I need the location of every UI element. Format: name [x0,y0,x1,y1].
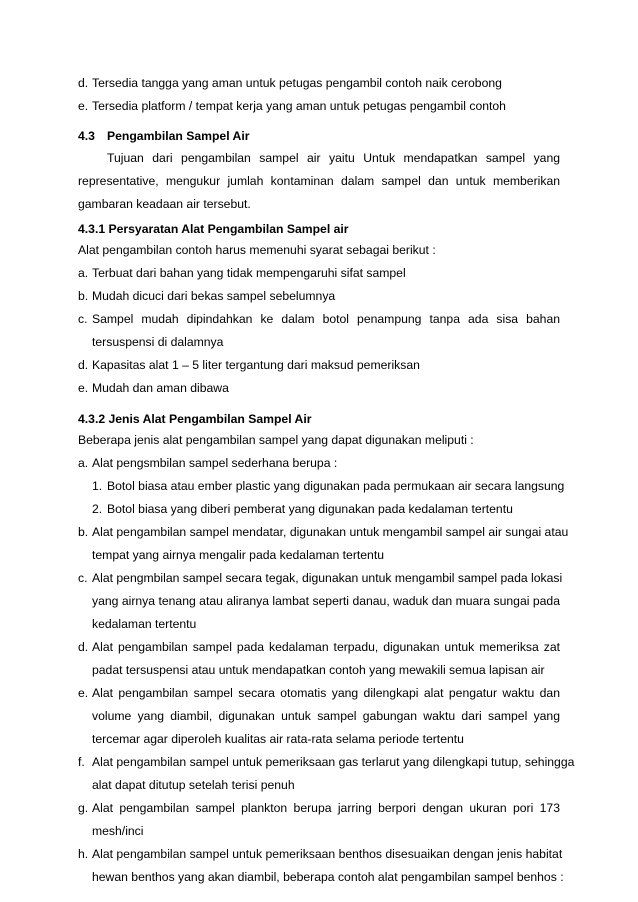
list-marker: a. [78,456,89,470]
list-marker: b. [78,525,89,539]
list-marker: c. [78,312,88,326]
list-text: Botol biasa yang diberi pemberat yang digunakan pada kedalaman tertentu [107,502,513,516]
list-marker: e. [78,686,89,700]
list-marker: d. [78,358,89,372]
list-marker: 1. [92,479,103,493]
list-text: tersuspensi di dalamnya [92,335,224,349]
list-marker: c. [78,571,88,585]
list-text: volume yang diambil, digunakan untuk sampel gabungan waktu dari sampel yang [92,709,560,723]
list-text: Alat pengambilan sampel mendatar, digunakan untuk mengambil sampel air sungai atau [92,525,569,539]
list-text: tercemar agar diperoleh kualitas air rata-rata selama periode tertentu [92,732,464,746]
list-marker: b. [78,289,89,303]
section-heading-4-3-2: 4.3.2 Jenis Alat Pengambilan Sampel Air [78,412,312,426]
list-text: Mudah dicuci dari bekas sampel sebelumnya [92,289,336,303]
list-marker: f. [78,755,85,769]
list-text: mesh/inci [92,824,144,838]
list-text: alat dapat ditutup setelah terisi penuh [92,778,295,792]
paragraph-line: gambaran keadaan air tersebut. [78,197,251,211]
paragraph-line: Tujuan dari pengambilan sampel air yaitu Untuk mendapatkan sampel yang [107,151,560,165]
list-text: Alat pengsmbilan sampel sederhana berupa : [92,456,338,470]
list-text: Tersedia platform / tempat kerja yang aman untuk petugas pengambil contoh [92,99,506,113]
list-marker: e. [78,99,89,113]
list-marker: d. [78,76,89,90]
list-text: kedalaman tertentu [92,617,197,631]
list-text: Alat pengambilan sampel pada kedalaman terpadu, digunakan untuk memeriksa zat [92,640,560,654]
list-text: Alat pengmbilan sampel secara tegak, digunakan untuk mengambil sampel pada lokasi [92,571,563,585]
list-text: Alat pengambilan sampel secara otomatis yang dilengkapi alat pengatur waktu dan [92,686,560,700]
list-text: hewan benthos yang akan diambil, beberapa contoh alat pengambilan sampel benhos : [92,870,564,884]
list-text: yang airnya tenang atau aliranya lambat seperti danau, waduk dan muara sungai pada [92,594,560,608]
list-text: padat tersuspensi atau untuk mendapatkan contoh yang mewakili semua lapisan air [92,663,545,677]
paragraph-line: representative, mengukur jumlah kontaminan dalam sampel dan untuk memberikan [78,174,560,188]
list-text: Sampel mudah dipindahkan ke dalam botol penampung tanpa ada sisa bahan [92,312,560,326]
list-text: Alat pengambilan sampel plankton berupa jarring berpori dengan ukuran pori 173 [92,801,560,815]
list-marker: g. [78,801,89,815]
list-text: Alat pengambilan sampel untuk pemeriksaan benthos disesuaikan dengan jenis habitat [92,847,563,861]
list-marker: d. [78,640,89,654]
list-marker: h. [78,847,89,861]
section-title: Pengambilan Sampel Air [107,129,250,143]
list-text: Tersedia tangga yang aman untuk petugas pengambil contoh naik cerobong [92,76,502,90]
section-heading-4-3-1: 4.3.1 Persyaratan Alat Pengambilan Sampel air [78,222,349,236]
section-number: 4.3 [78,129,95,143]
list-text: Botol biasa atau ember plastic yang digunakan pada permukaan air secara langsung [107,479,565,493]
list-marker: 2. [92,502,103,516]
list-text: Alat pengambilan sampel untuk pemeriksaan gas terlarut yang dilengkapi tutup, sehingga [92,755,575,769]
section-intro: Alat pengambilan contoh harus memenuhi syarat sebagai berikut : [78,243,436,257]
list-marker: e. [78,381,89,395]
list-text: Kapasitas alat 1 – 5 liter tergantung dari maksud pemeriksan [92,358,420,372]
list-marker: a. [78,266,89,280]
list-text: Terbuat dari bahan yang tidak mempengaruhi sifat sampel [92,266,406,280]
section-intro: Beberapa jenis alat pengambilan sampel yang dapat digunakan meliputi : [78,433,474,447]
list-text: tempat yang airnya mengalir pada kedalaman tertentu [92,548,385,562]
list-text: Mudah dan aman dibawa [92,381,229,395]
